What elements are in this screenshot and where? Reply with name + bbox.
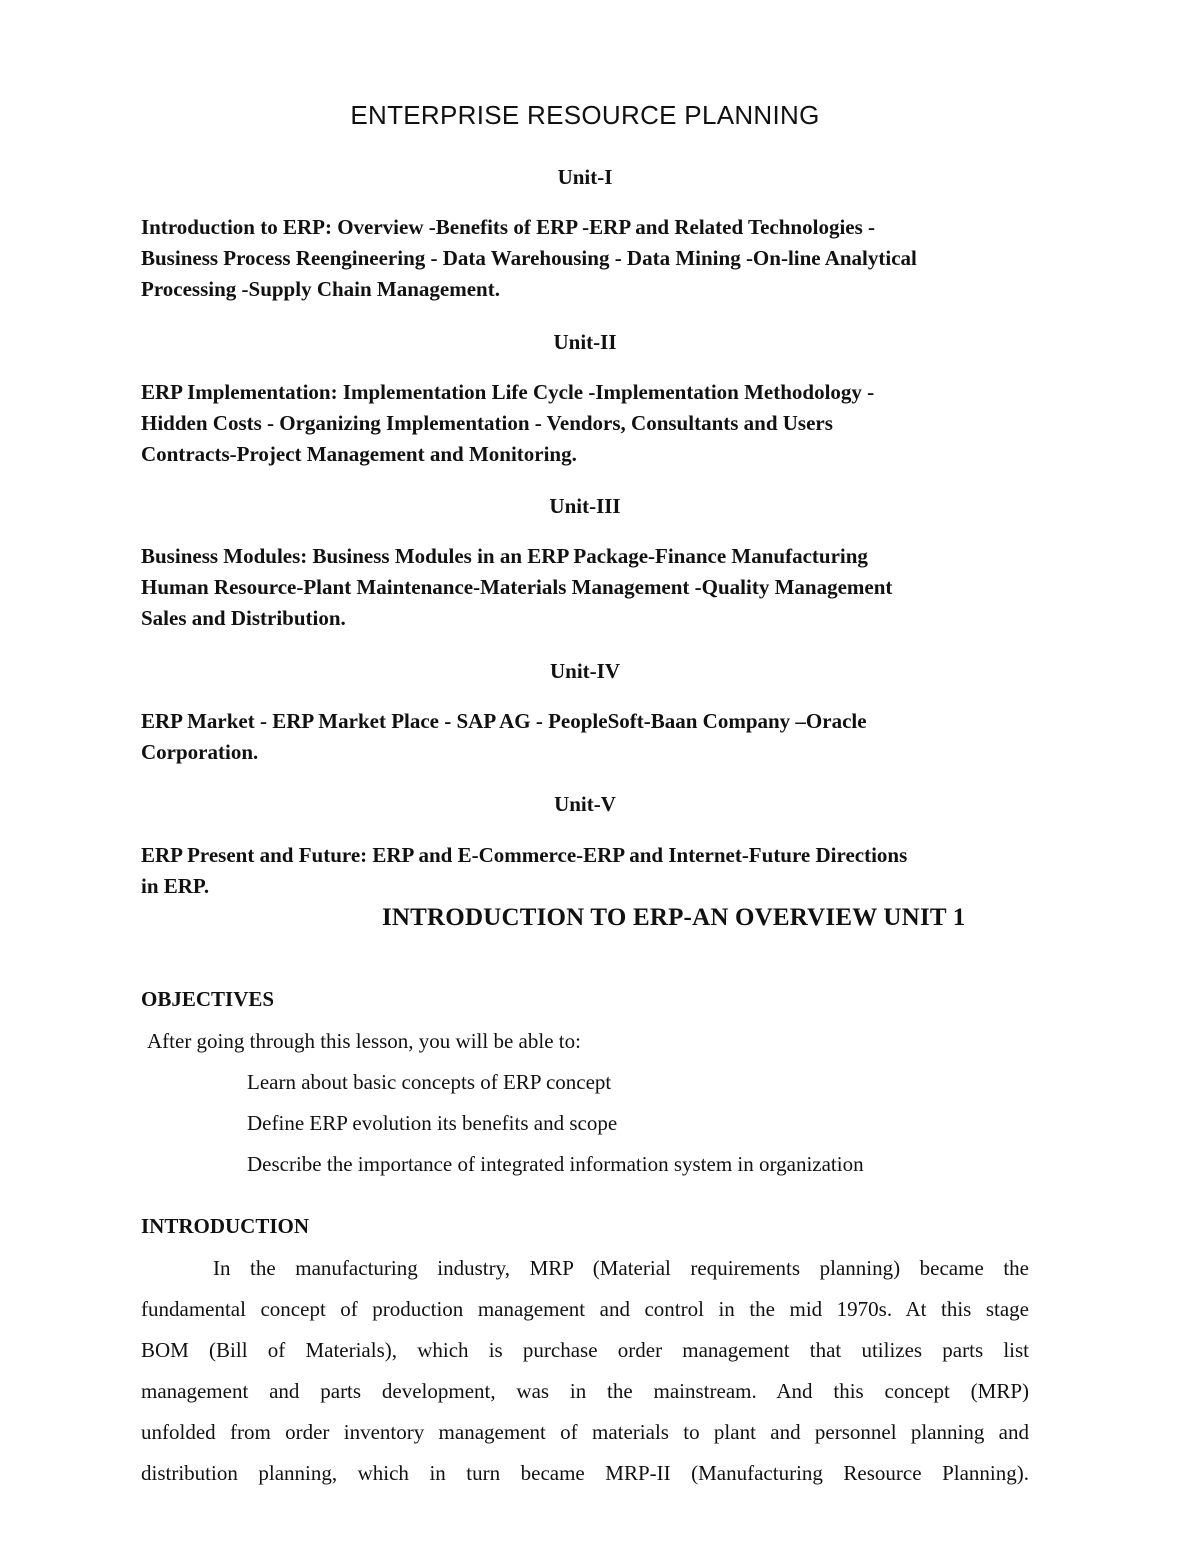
unit-1-line: Introduction to ERP: Overview -Benefits of ERP -ERP and Related Technologies -	[141, 215, 876, 239]
document-title: ENTERPRISE RESOURCE PLANNING	[350, 100, 820, 130]
unit-description-4	[141, 706, 1041, 768]
unit-3-line: Human Resource-Plant Maintenance-Materials Management -Quality Management	[141, 575, 893, 599]
unit-description-1	[141, 212, 1041, 305]
paragraph-line: In the manufacturing industry, MRP (Material requirements planning) became the	[213, 1256, 1029, 1280]
objective-item: Learn about basic concepts of ERP concept	[247, 1070, 612, 1094]
unit-4-line: Corporation.	[141, 740, 259, 764]
unit-2-line: Hidden Costs - Organizing Implementation - Vendors, Consultants and Users	[141, 411, 833, 435]
unit-description-3	[141, 541, 1041, 634]
unit-2-line: ERP Implementation: Implementation Life Cycle -Implementation Methodology -	[141, 380, 875, 404]
section-heading: INTRODUCTION TO ERP-AN OVERVIEW UNIT 1	[382, 904, 966, 931]
unit-1-line: Processing -Supply Chain Management.	[141, 277, 500, 301]
introduction-paragraph	[141, 1256, 1029, 1496]
objective-item: Describe the importance of integrated information system in organization	[247, 1152, 864, 1176]
unit-4-line: ERP Market - ERP Market Place - SAP AG - PeopleSoft-Baan Company –Oracle	[141, 709, 867, 733]
unit-description-2	[141, 377, 1041, 470]
unit-heading-1: Unit-I	[557, 165, 613, 189]
introduction-heading: INTRODUCTION	[141, 1214, 310, 1238]
unit-heading-5: Unit-V	[554, 792, 616, 816]
unit-description-5	[141, 840, 1041, 902]
unit-3-line: Sales and Distribution.	[141, 606, 346, 630]
unit-heading-3: Unit-III	[549, 494, 621, 518]
objective-item: Define ERP evolution its benefits and scope	[247, 1111, 618, 1135]
objectives-intro: After going through this lesson, you will be able to:	[147, 1029, 581, 1053]
paragraph-line: management and parts development, was in the mainstream. And this concept (MRP)	[141, 1379, 1029, 1403]
paragraph-line: BOM (Bill of Materials), which is purchase order management that utilizes parts list	[141, 1338, 1029, 1362]
unit-1-line: Business Process Reengineering - Data Warehousing - Data Mining -On-line Analytical	[141, 246, 917, 270]
unit-heading-4: Unit-IV	[549, 659, 620, 683]
objectives-heading: OBJECTIVES	[141, 987, 275, 1011]
unit-3-line: Business Modules: Business Modules in an ERP Package-Finance Manufacturing	[141, 544, 868, 568]
paragraph-line: fundamental concept of production management and control in the mid 1970s. At this stage	[141, 1297, 1029, 1321]
unit-5-line: in ERP.	[141, 874, 210, 898]
unit-heading-2: Unit-II	[553, 330, 617, 354]
unit-5-line: ERP Present and Future: ERP and E-Commerce-ERP and Internet-Future Directions	[141, 843, 908, 867]
paragraph-line: unfolded from order inventory management of materials to plant and personnel planning and	[141, 1420, 1029, 1444]
unit-2-line: Contracts-Project Management and Monitoring.	[141, 442, 577, 466]
paragraph-line: distribution planning, which in turn became MRP-II (Manufacturing Resource Planning).	[141, 1461, 1029, 1485]
